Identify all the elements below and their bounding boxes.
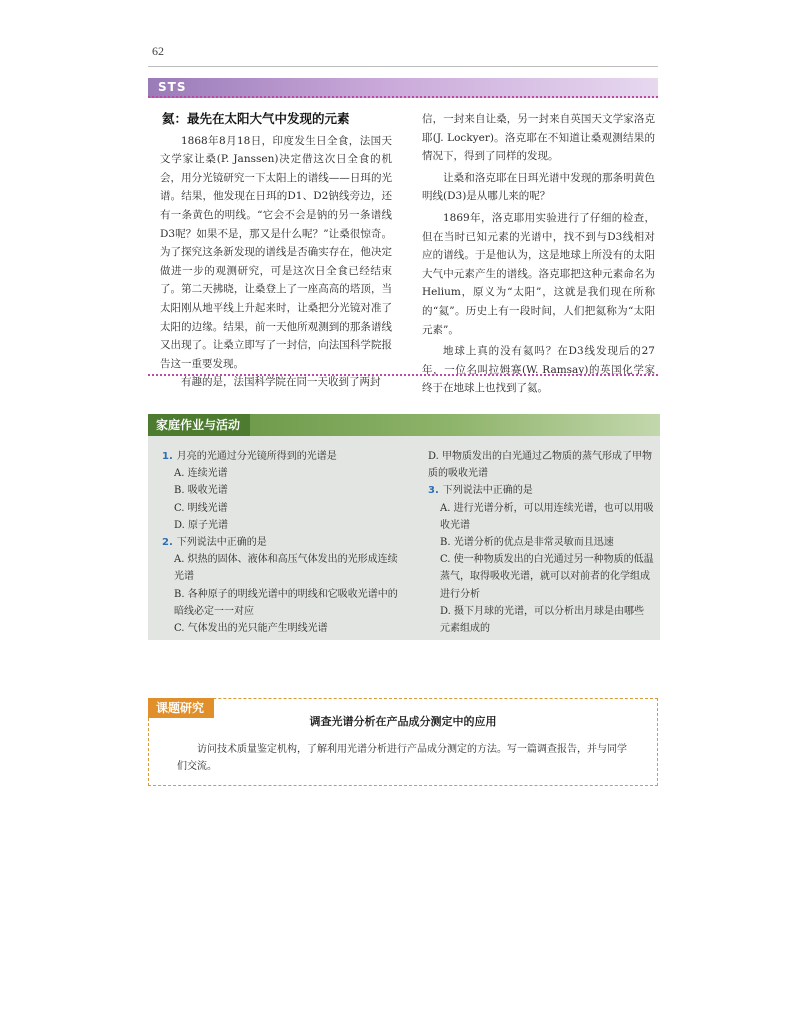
question-stem: 下列说法中正确的是 [442,485,533,497]
question-stem: 月亮的光通过分光镜所得到的光谱是 [176,451,337,462]
option: A. 进行光谱分析，可以用连续光谱，也可以用吸收光谱 [440,502,654,531]
question-1 [162,448,402,465]
page-number: 62 [152,44,164,58]
option: C. 使一种物质发出的白光通过另一种物质的低温蒸气，取得吸收光谱，就可以对前者的化学组成进行分析 [440,554,654,600]
article-paragraph: 1869年，洛克耶用实验进行了仔细的检查，但在当时已知元素的光谱中，找不到与D3线相对应的谱线。于是他认为，这是地球上所没有的太阳大气中元素产生的谱线。洛克耶把这种元素命名为Helium，原义为“太阳”，这就是我们现在所称的“氦”。历史上有一段时间，人们把氦称为“太阳元素”。 [422,211,655,336]
sts-bottom-divider [148,374,658,376]
option: A. 炽热的固体、液体和高压气体发出的光形成连续光谱 [174,554,398,583]
sts-label: STS [158,80,187,94]
article-paragraph: 信，一封来自让桑，另一封来自英国天文学家洛克耶(J. Lockyer)。洛克耶在不知道让桑观测结果的情况下，得到了同样的发现。 [422,113,655,163]
project-text: 访问技术质量鉴定机构，了解利用光谱分析进行产品成分测定的方法。写一篇调查报告，并与同学们交流。 [177,744,627,772]
question-stem: 下列说法中正确的是 [176,537,267,549]
article-paragraph: 1868年8月18日，印度发生日全食，法国天文学家让桑(P. Janssen)决定借这次日全食的机会，用分光镜研究一下太阳上的谱线——日珥的光谱。结果，他发现在日珥的D1、D2钠线旁边，还有一条黄色的明线。“它会不会是钠的另一条谱线D3呢？如果不是，那又是什么呢？”让桑很惊奇。为了探究这条新发现的谱线是否确实存在，他决定做进一步的观测研究，可是这次日全食已经结束了。第二天拂晓，让桑登上了一座高高的塔顶，当太阳刚从地平线上升起来时，让桑把分光镜对准了太阳的边缘。结果，前一天他所观测到的那条谱线又出现了。让桑立即写了一封信，向法国科学院报告这一重要发现。 [160,134,392,370]
option: B. 光谱分析的优点是非常灵敏而且迅速 [440,537,614,549]
project-section [148,698,658,786]
project-title: 调查光谱分析在产品成分测定中的应用 [309,715,497,728]
option: C. 气体发出的光只能产生明线光谱 [174,623,328,635]
article-paragraph: 有趣的是，法国科学院在同一天收到了两封 [181,376,381,389]
project-label: 课题研究 [148,698,214,718]
exercise-left-column [162,448,402,637]
option: D. 摄下月球的光谱，可以分析出月球是由哪些元素组成的 [440,605,645,635]
sts-banner [148,78,658,98]
question-number: 3. [428,485,439,497]
option: A. 连续光谱 [174,468,228,480]
article-left-column [160,110,392,392]
question-3 [428,482,654,499]
question-number: 1. [162,451,173,462]
question-2 [162,534,402,551]
option: B. 吸收光谱 [174,485,228,497]
header-rule [148,66,658,67]
question-number: 2. [162,537,173,549]
option: D. 原子光谱 [174,519,229,531]
exercise-section [148,414,660,640]
article-right-column [422,110,655,401]
exercise-label: 家庭作业与活动 [148,414,250,436]
exercise-right-column [428,448,654,637]
article-paragraph: 让桑和洛克耶在日珥光谱中发现的那条明黄色明线(D3)是从哪儿来的呢？ [422,171,655,203]
article-title: 氦：最先在太阳大气中发现的元素 [162,111,350,126]
option: D. 甲物质发出的白光通过乙物质的蒸气形成了甲物质的吸收光谱 [428,451,653,480]
option: C. 明线光谱 [174,502,228,514]
article-paragraph: 地球上真的没有氦吗？在D3线发现后的27年，一位名叫拉姆赛(W. Ramsay)的英国化学家终于在地球上也找到了氦。 [422,345,655,395]
option: B. 各种原子的明线光谱中的明线和它吸收光谱中的暗线必定一一对应 [174,588,398,617]
